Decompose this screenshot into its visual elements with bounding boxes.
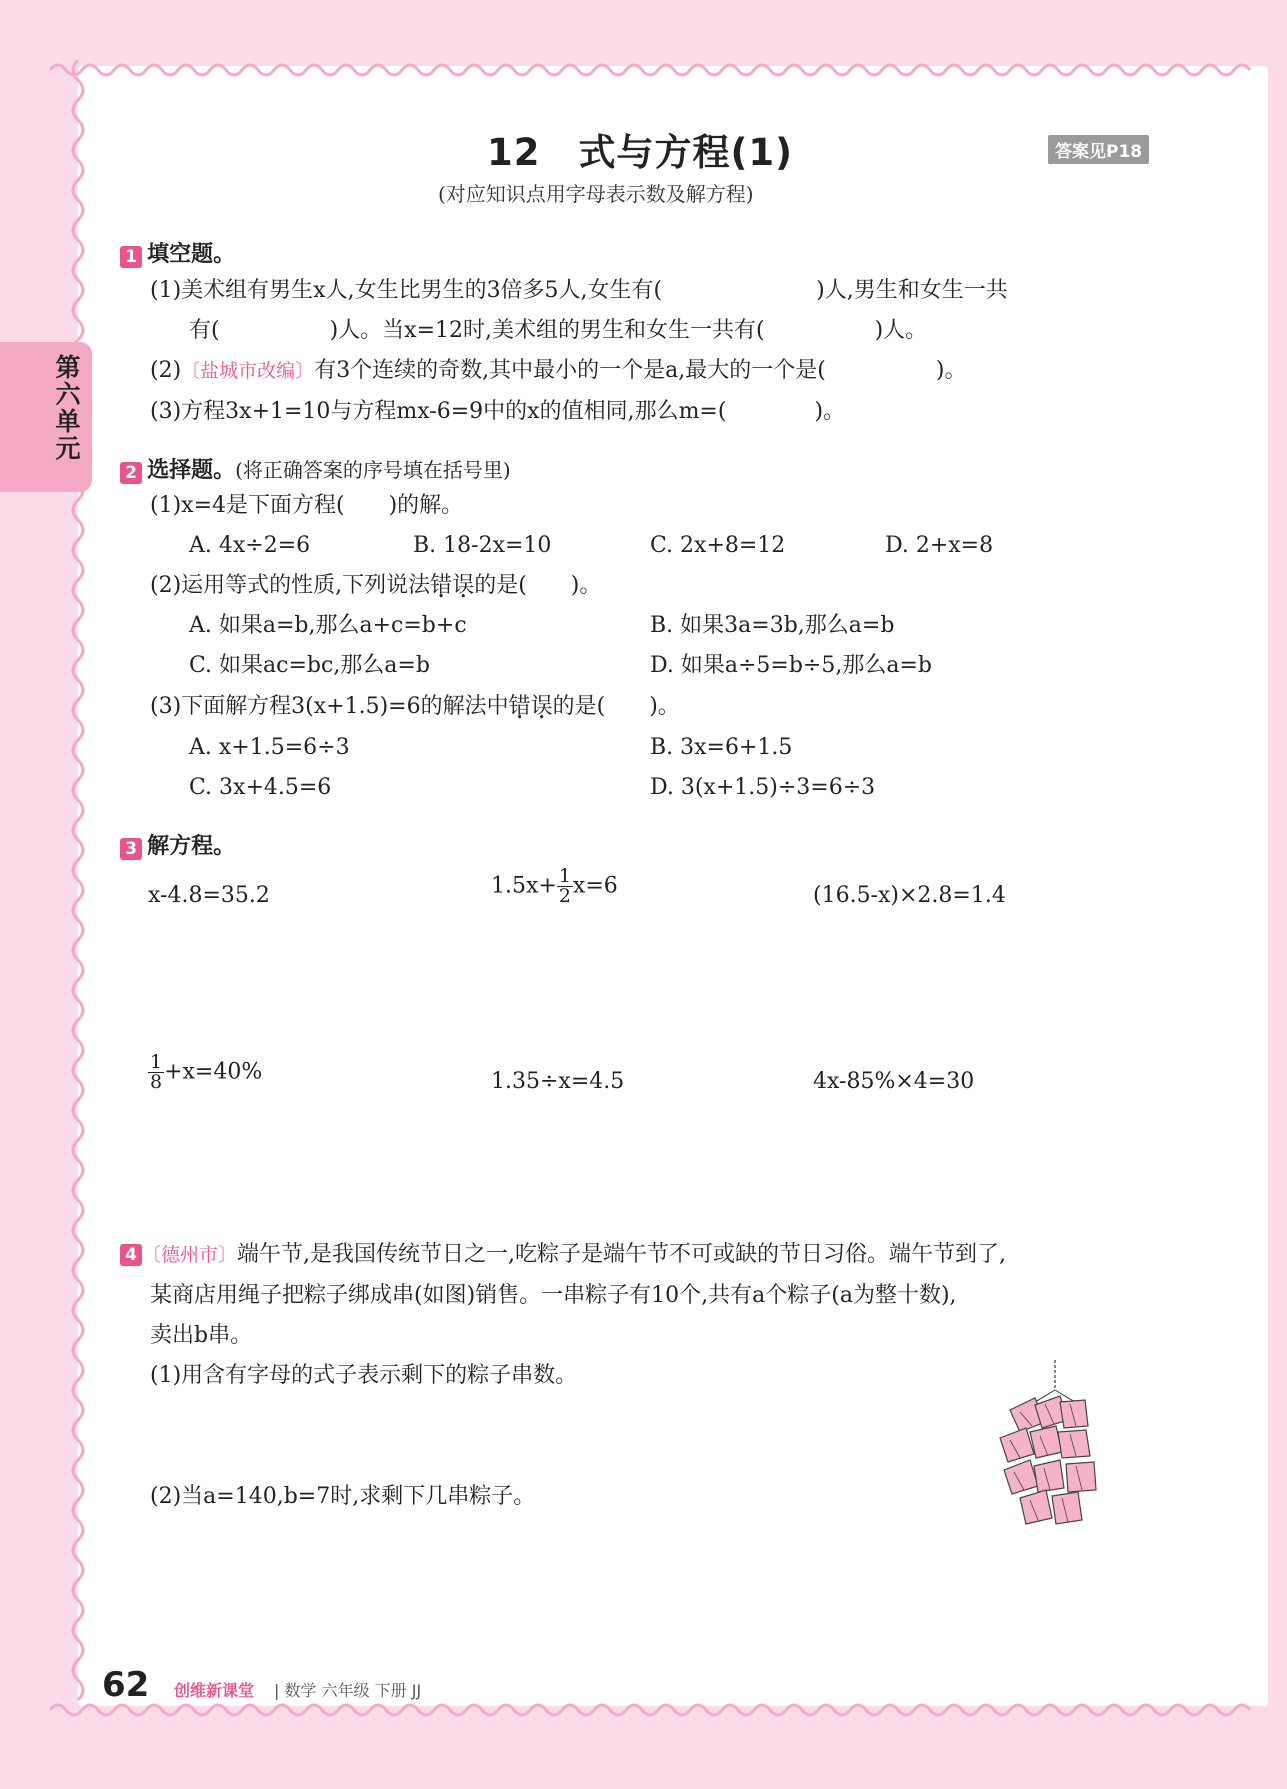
question-text: 有3个连续的奇数,其中最小的一个是a,最大的一个是( )。 — [314, 358, 967, 383]
s4-line2: 某商店用绳子把粽子绑成串(如图)销售。一串粽子有10个,共有a个粽子(a为整十数), — [150, 1283, 957, 1308]
s2-q2-option-b: B. 如果3a=3b,那么a=b — [650, 613, 895, 638]
section-3-heading — [120, 829, 235, 860]
section-number-badge: 2 — [120, 462, 142, 484]
bottom-wave-border — [50, 1700, 1265, 1740]
equation-5: 1.35÷x=4.5 — [491, 1069, 625, 1094]
section-number-badge: 1 — [120, 246, 142, 268]
s2-q3-option-d: D. 3(x+1.5)÷3=6÷3 — [650, 775, 876, 800]
page-title: 12 式与方程(1) — [487, 131, 794, 174]
equation-6: 4x-85%×4=30 — [813, 1069, 975, 1094]
s2-q2-option-a: A. 如果a=b,那么a+c=b+c — [189, 613, 467, 638]
s2-q3 — [150, 692, 680, 722]
s2-q1: (1)x=4是下面方程( )的解。 — [150, 493, 464, 518]
equation-1: x-4.8=35.2 — [148, 883, 270, 908]
fraction — [148, 1053, 164, 1092]
s2-q2-option-c: C. 如果ac=bc,那么a=b — [189, 653, 430, 678]
section-title: 解方程。 — [147, 834, 236, 859]
s1-q1-line2: 有( )人。当x=12时,美术组的男生和女生一共有( )人。 — [189, 318, 928, 343]
equation-part: x=6 — [572, 873, 618, 899]
question-text: (2)运用等式的性质,下列说法 — [150, 573, 431, 598]
s2-q3-option-a: A. x+1.5=6÷3 — [189, 735, 350, 760]
section-1-heading — [120, 237, 235, 268]
fraction-numerator: 1 — [558, 865, 571, 887]
fraction — [557, 867, 573, 906]
question-text: 的是( )。 — [552, 694, 680, 719]
section-note: (将正确答案的序号填在括号里) — [235, 458, 511, 482]
s4-q2: (2)当a=140,b=7时,求剩下几串粽子。 — [150, 1484, 536, 1509]
emphasis-char: 错 — [508, 694, 531, 719]
equation-part: +x=40% — [164, 1059, 263, 1085]
s2-q1-option-d: D. 2+x=8 — [885, 533, 994, 558]
s2-q1-option-c: C. 2x+8=12 — [650, 533, 786, 558]
s2-q3-option-c: C. 3x+4.5=6 — [189, 775, 332, 800]
section-2-heading — [120, 453, 511, 484]
page-subtitle: (对应知识点用字母表示数及解方程) — [438, 182, 754, 206]
unit-tab-label: 第六单元 — [52, 354, 81, 462]
section-title: 选择题。 — [147, 458, 236, 483]
source-tag: 〔德州市〕 — [142, 1244, 238, 1266]
fraction-numerator: 1 — [150, 1051, 163, 1073]
s2-q1-option-a: A. 4x÷2=6 — [189, 533, 311, 558]
problem-text: 端午节,是我国传统节日之一,吃粽子是端午节不可或缺的节日习俗。端午节到了, — [237, 1242, 1006, 1267]
emphasis-char: 误 — [530, 694, 553, 719]
section-number-badge: 3 — [120, 838, 142, 860]
emphasis-char: 错 — [430, 573, 453, 598]
fraction-denominator: 2 — [558, 885, 571, 907]
s2-q2 — [150, 571, 601, 601]
s4-line1 — [120, 1240, 1006, 1270]
equation-2 — [491, 867, 618, 906]
s1-q3: (3)方程3x+1=10与方程mx-6=9中的x的值相同,那么m=( )。 — [150, 399, 846, 424]
fraction-denominator: 8 — [150, 1071, 163, 1093]
equation-part: 1.5x+ — [491, 873, 557, 899]
question-text: 的是( )。 — [474, 573, 602, 598]
question-text: (3)下面解方程3(x+1.5)=6的解法中 — [150, 694, 509, 719]
zongzi-bunch-illustration — [990, 1360, 1120, 1545]
equation-4 — [148, 1053, 262, 1092]
left-wave-border — [60, 60, 90, 1720]
s1-q2 — [150, 356, 966, 386]
source-tag: 〔盐城市改编〕 — [181, 360, 315, 382]
s2-q1-option-b: B. 18-2x=10 — [413, 533, 552, 558]
footer-book-info: | 数学 六年级 下册 JJ — [274, 1681, 422, 1700]
s1-q1-line1: (1)美术组有男生x人,女生比男生的3倍多5人,女生有( )人,男生和女生一共 — [150, 278, 1008, 303]
emphasis-char: 误 — [452, 573, 475, 598]
s2-q2-option-d: D. 如果a÷5=b÷5,那么a=b — [650, 653, 932, 678]
unit-side-tab — [0, 342, 92, 492]
page-number: 62 — [102, 1665, 150, 1705]
s4-line3: 卖出b串。 — [150, 1323, 253, 1348]
answer-reference-badge: 答案见P18 — [1048, 135, 1149, 164]
top-wave-border — [50, 40, 1265, 80]
equation-3: (16.5-x)×2.8=1.4 — [813, 883, 1006, 908]
section-number-badge: 4 — [120, 1244, 142, 1266]
section-title: 填空题。 — [147, 242, 236, 267]
footer-brand: 创维新课堂 — [174, 1681, 255, 1700]
question-number: (2) — [150, 358, 182, 383]
s4-q1: (1)用含有字母的式子表示剩下的粽子串数。 — [150, 1363, 578, 1388]
s2-q3-option-b: B. 3x=6+1.5 — [650, 735, 793, 760]
